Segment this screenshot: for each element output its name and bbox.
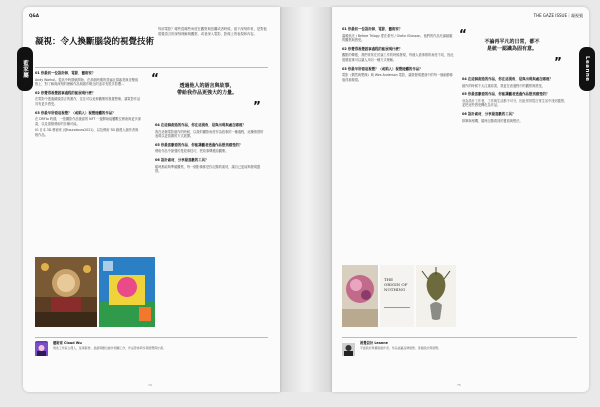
section-tag: Q&A <box>29 13 39 18</box>
article-intro: 每部電影？哪些從哪些角度在觀察與拍攝或者時候，留下深刻印象，是對他視覺語言的深刻理解與觀察，或者深入電影，影像上的表現和內容。 <box>158 27 267 36</box>
answer-1: Andy Warhol。從高中時期就開始，在那個時期的普遍社群審美與音樂風格上，對了解與深刻的理解作品與創作概念的追求有很多影響... <box>35 77 139 87</box>
r-answer-6: 紙筆與相機，隨時記錄看到的畫面與想法。 <box>462 118 523 123</box>
r-answer-2: 觀點的傳遞，我們常常在討論工作的時候發現，每個人看事情的角度不同，因此視覺敘事可以讓人用另一種方式理解。 <box>342 53 454 62</box>
page-number: 74 <box>148 383 152 387</box>
artwork-painting <box>342 265 378 327</box>
right-page <box>332 7 589 392</box>
r-question-4: 04 在這個創造的作品，你在這視角．是與出現與處在哪裡？ <box>462 77 553 81</box>
designer-bio <box>360 341 576 350</box>
right-column-2 <box>462 77 570 125</box>
r-answer-1: 溫暖風光 / Before Trilogy 愛在系列 / Olafur Eliasson，他們的作品充滿細膩的觀察與感受。 <box>342 33 453 43</box>
pull-quote-right-line-1: 不論再平凡的日常，都不 <box>484 39 540 45</box>
right-column-1 <box>342 27 454 84</box>
artwork-image-2 <box>99 257 155 327</box>
artwork-image-1 <box>35 257 97 327</box>
issue-tag: THE GAZE ISSUE｜凝視號 <box>533 13 583 18</box>
r-answer-3: 電影《偶然與想像》與 Wes Anderson 電影，讓我發現畫面中的每一個細節都值得被凝視。 <box>342 73 453 82</box>
r-question-6: 06 設計素材．分享最喜歡的工具？ <box>462 111 516 116</box>
quote-close-icon-right: ” <box>554 55 562 69</box>
artist-bio-text: 現為工作室主理人，從事影像、插畫與數位創作相關工作，作品曾參與多項展覽與計畫。 <box>53 346 166 351</box>
pull-quote <box>151 83 263 97</box>
r-answer-4: 創作的時候不太注重結果，我更在意過程中的觀察與感受。 <box>462 83 545 88</box>
poster-text: THE ORIGIN OF NOTHING <box>384 277 408 292</box>
question-3: 03 你最早所看這視覺？（或陷入）視覺接觸的作品？ <box>35 110 116 115</box>
artist-bio <box>53 341 268 350</box>
side-tab-right: Leanne <box>579 47 595 91</box>
divider-bottom-right <box>342 337 577 338</box>
pull-quote-line-2: 帶給我作品更強大的力量。 <box>176 90 237 96</box>
left-column-1 <box>35 71 141 140</box>
designer-name: 視覺設計 Leanne <box>360 341 388 345</box>
r-answer-5: 身為設計工作者，工作與生活都不可分，因此常常從日常生活中找到靈感，並把這些感受轉化為作品。 <box>462 98 568 108</box>
pull-quote-right-line-2: 是統一認識為固有意。 <box>486 46 537 52</box>
answer-6: 隨時都能夠準確觀察，每一個影像都是你記錄的素材，讓自己更能夠發現靈感。 <box>155 164 261 174</box>
avatar-right <box>342 341 355 354</box>
quote-close-icon: ” <box>253 99 261 113</box>
side-tab-left: 藍家屬 <box>17 47 33 91</box>
pull-quote-right <box>462 39 562 53</box>
answer-3: 在 DRFto 時期，一張攝影作品後面的 NFT 一邊開始接觸數位藝術與更多探索，以及視覺藝術的各種可能。 <box>35 117 141 126</box>
question-1: 01 你最初一位設計師．電影．藝術家？ <box>35 71 96 75</box>
r-question-3: 03 你最早所看這視覺？（或陷入）視覺接觸的作品？ <box>342 66 423 71</box>
page-number-right: 75 <box>457 383 461 387</box>
r-question-2: 02 你覺得視覺敘事過程的能展現什麼？ <box>342 46 403 51</box>
answer-2: 在電影中透過鏡頭語言的運作，往往可以延伸觀眾的視覺想像，讓電影作品具有更多感受。 <box>35 97 141 106</box>
question-4: 04 在這個創造的作品，你在這視角．是與出現與處在哪裡？ <box>155 123 246 127</box>
question-2: 02 你覺得視覺敘事過程的能展現什麼？ <box>35 90 96 95</box>
question-5: 05 你最喜歡看的作品．你能讓觀者透過作品想到感受的？ <box>155 142 243 147</box>
answer-3b: IG 日本 3D 藝術家 (@taurotauro2021)，以及藝術 3D 動漫人創作者與相作品。 <box>35 128 139 137</box>
answer-4: 我在這個電影創作的時候，以我的攝影角度作為敘事的一種過程，這種情感的表現以更寬廣的方式展開。 <box>155 129 264 139</box>
answer-5: 藝術作品中最強的是敘事技巧，把故事傳遞給觀眾。 <box>155 149 229 154</box>
question-6: 06 設計素材．分享最喜歡的工具？ <box>155 157 209 162</box>
article-title: 凝視：令人換斷腦袋的視覺技術 <box>35 37 155 47</box>
r-question-1: 01 你最初一位設計師．電影．藝術家？ <box>342 27 403 31</box>
left-page <box>23 7 280 392</box>
artist-name: 藝術家 Cloud Wu <box>53 341 82 345</box>
quote-open-icon-right: “ <box>459 27 467 41</box>
divider <box>35 67 268 68</box>
avatar <box>35 341 48 354</box>
page-gutter <box>280 7 332 392</box>
r-question-5: 05 你最喜歡看的作品．你能讓觀者透過作品想到感受的？ <box>462 92 550 97</box>
vase-photo <box>416 265 456 327</box>
quote-open-icon: “ <box>151 71 159 85</box>
pull-quote-line-1: 透過他人的語言與故事， <box>179 83 235 89</box>
poster-image <box>380 265 414 327</box>
designer-bio-text: 平面設計與藝術創作者，作品涵蓋品牌視覺、書籍設計與展覽。 <box>360 346 441 351</box>
divider-bottom <box>35 337 268 338</box>
left-column-2 <box>155 123 265 176</box>
